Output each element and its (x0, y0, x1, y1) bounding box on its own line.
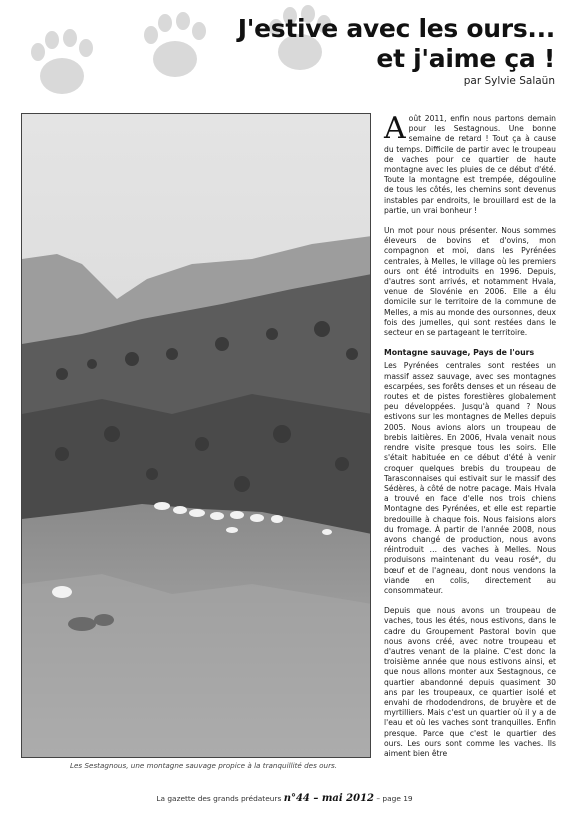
page-footer (0, 793, 569, 804)
article-title-line-2: et j'aime ça ! (376, 44, 555, 73)
paragraph-presentation: Un mot pour nous présenter. Nous sommes éleveurs de bovins et d'ovins, mon compagnon et moi, dans les Pyrénées centrales, à Melles, le village où les premiers ours ont été introduits en 1996. Depuis, d'autres sont arrivés, et notamment Hvala, venue de Slovénie en 2006. Elle a élu domicile sur le territoire de la commune de Melles, a mis au monde des oursonnes, deux fois des jumelles, qui sont restées dans le secteur en se partageant le territoire. (384, 226, 556, 338)
section-subheading: Montagne sauvage, Pays de l'ours (384, 348, 535, 358)
article-author: par Sylvie Salaün (463, 75, 555, 87)
footer-publication: La gazette des grands prédateurs (156, 794, 282, 803)
footer-page-number: – page 19 (376, 794, 413, 803)
mountain-photo (21, 113, 371, 758)
paragraph-intro (384, 111, 556, 216)
paragraph-intro-text: oût 2011, enfin nous partons demain pour les Sestagnous. Une bonne semaine de retard ! Tout ça à cause du temps. Difficile de partir avec le troupeau de vaches pour ce quartier de haute montagne avec les pluies de ce début d'été. Toute la montagne est trempée, dégouline de tous les côtés, les chemins sont devenus instables par endroits, le brouillard est de la partie, un vrai bonheur ! (384, 114, 556, 215)
article-header (135, 14, 555, 87)
article-body (384, 111, 556, 769)
paw-print-icon (31, 29, 93, 94)
footer-issue: n°44 – mai 2012 (283, 793, 375, 804)
photo-caption: Les Sestagnous, une montagne sauvage propice à la tranquillité des ours. (70, 761, 338, 770)
paragraph-cattle: Depuis que nous avons un troupeau de vaches, tous les étés, nous estivons, dans le cadre du Groupement Pastoral bovin que nous avons créé, avec notre troupeau et d'autres venant de la plaine. C'est donc la troisième année que nous estivons ainsi, et que nous allons monter aux Sestagnous, ce quartier abandonné depuis quasiment 30 ans par les troupeaux, ce quartier isolé et envahi de rhododendrons, de bruyère et de myrtilliers. Mais c'est un quartier où il y a de l'eau et où les vaches sont tranquilles. Enfin presque. Parce que c'est le quartier des ours. Les ours sont comme les vaches. Ils aiment bien être (384, 606, 556, 758)
paragraph-wild-mountain: Les Pyrénées centrales sont restées un massif assez sauvage, avec ses montagnes escarpées, ses forêts denses et un réseau de routes et de pistes forestières globalement peu développées. Jusqu'à quand ? Nous estivons sur les montagnes de Melles depuis 2005. Nous avions alors un troupeau de brebis laitières. En 2006, Hvala venait nous rendre visite presque tous les soirs. Elle s'était habituée en ce début d'été à venir croquer quelques brebis du troupeau de Tarasconnaises qui estivait sur le massif des Sédères, à côté de notre pacage. Mais Hvala a trouvé en face d'elle nos trois chiens Montagne des Pyrénées, et elle est repartie bredouille à chaque fois. Nous faisions alors du fromage. À partir de l'année 2008, nous avons changé de production, nous avons réintroduit … des vaches à Melles. Nous produisons maintenant du veau rosé*, du bœuf et de l'agneau, dont nous vendons la viande en colis, directement au consommateur. (384, 361, 556, 595)
drop-cap: A (384, 111, 406, 146)
article-title-line-1: J'estive avec les ours... (237, 14, 555, 43)
